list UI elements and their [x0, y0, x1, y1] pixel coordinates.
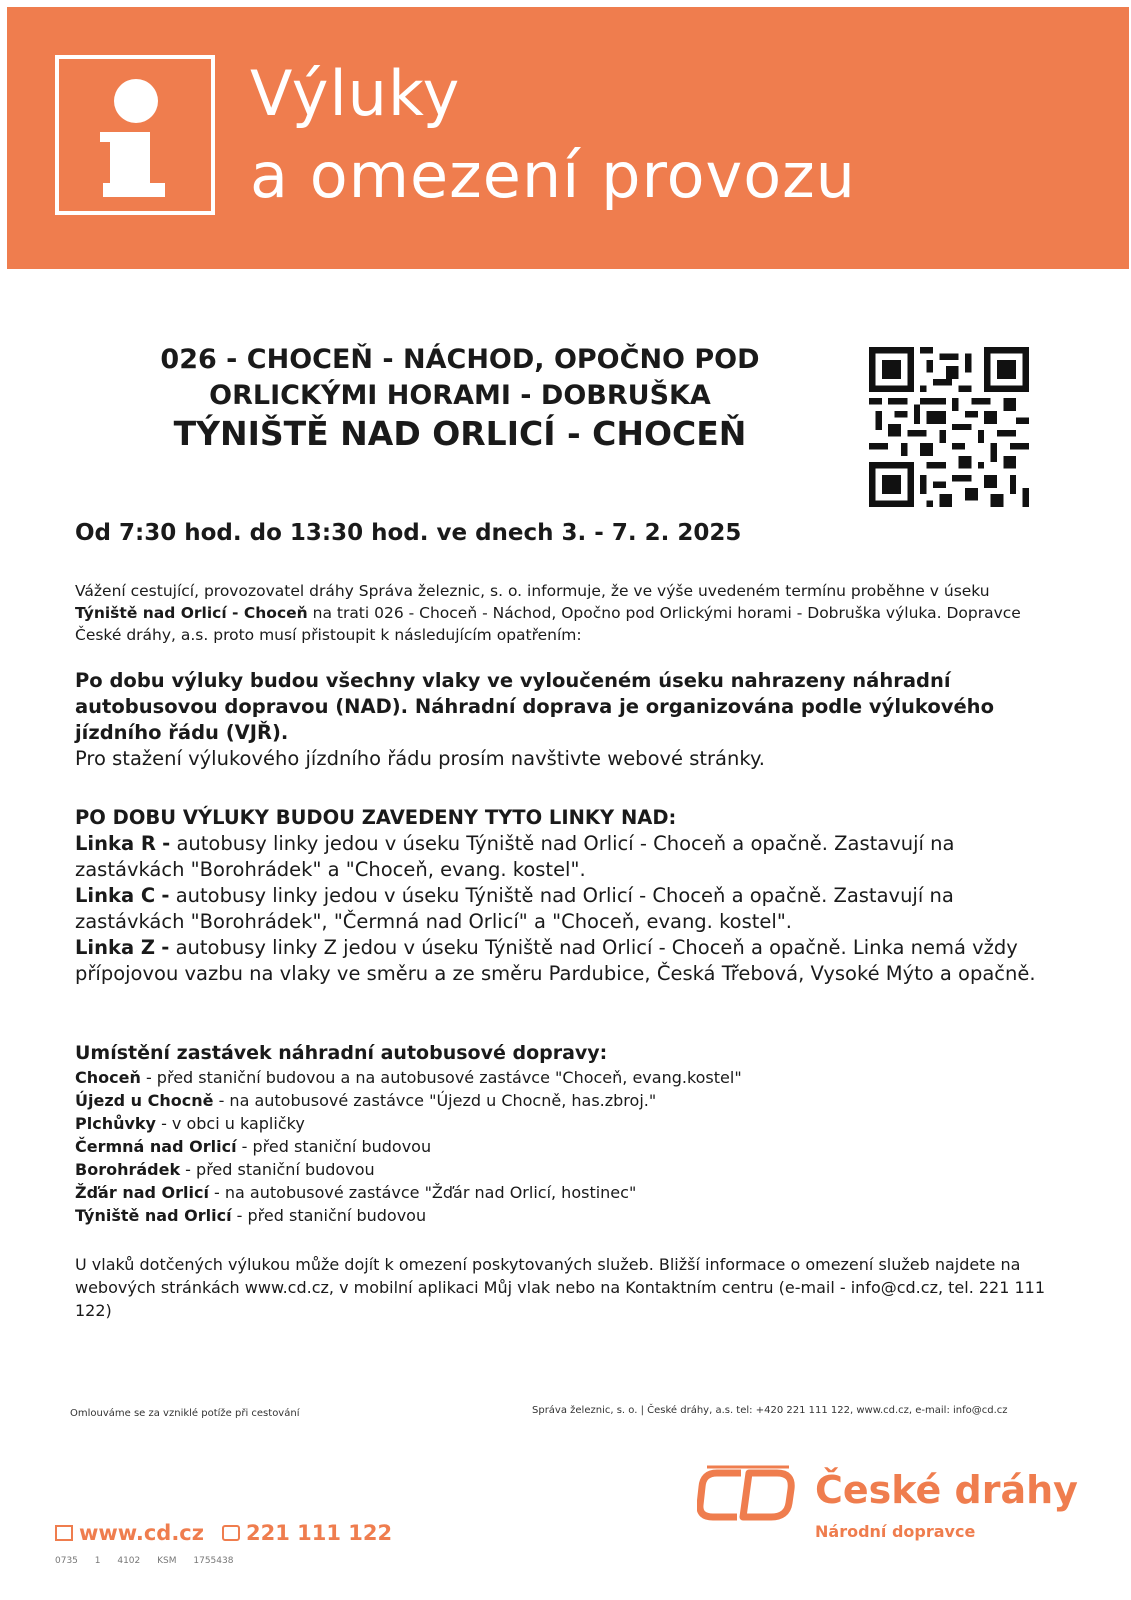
bus-stop-desc: - na autobusové zastávce "Újezd u Chocně, has.zbroj." [213, 1091, 657, 1110]
bus-line-item: Linka C - autobusy linky jedou v úseku Týniště nad Orlicí - Choceň a opačně. Zastavují na zastávkách "Borohrádek", "Čermná nad Orlicí" a "Choceň, evang. kostel". [75, 884, 954, 933]
apology-note: Omlouváme se za vzniklé potíže při cestování [70, 1408, 300, 1419]
bus-stop-item [75, 1204, 1055, 1227]
bus-stop-item [75, 1135, 1055, 1158]
bus-stop-name: Čermná nad Orlicí [75, 1137, 237, 1156]
replacement-notice-bold: Po dobu výluky budou všechny vlaky ve vyloučeném úseku nahrazeny náhradní autobusovou dopravou (NAD). Náhradní doprava je organizována podle výlukového jízdního řádu (VJŘ). [75, 669, 994, 744]
document-code-1: 0735 1 4102 [55, 1556, 141, 1566]
intro-text-2: na trati 026 - Choceň - Náchod, Opočno pod Orlickými horami - Dobruška výluka. Dopravce České dráhy, a.s. proto musí přistoupit k následujícím opatřením: [75, 604, 1021, 644]
validity-period: Od 7:30 hod. do 13:30 hod. ve dnech 3. - 7. 2. 2025 [75, 520, 742, 546]
bus-line-text: autobusy linky jedou v úseku Týniště nad Orlicí - Choceň a opačně. Zastavují na zastávkách "Borohrádek" a "Choceň, evang. kostel". [75, 832, 955, 881]
bus-stop-desc: - na autobusové zastávce "Žďár nad Orlicí, hostinec" [208, 1183, 637, 1202]
phone-icon [222, 1525, 240, 1541]
bus-line-item: Linka R - autobusy linky jedou v úseku Týniště nad Orlicí - Choceň a opačně. Zastavují na zastávkách "Borohrádek" a "Choceň, evang. kostel". [75, 832, 955, 881]
banner-title-line1: Výluky [250, 57, 461, 130]
bus-stop-item [75, 1066, 1055, 1089]
bus-stop-item [75, 1089, 1055, 1112]
bus-stop-item [75, 1112, 1055, 1135]
bus-line-text: autobusy linky jedou v úseku Týniště nad Orlicí - Choceň a opačně. Zastavují na zastávkách "Borohrádek", "Čermná nad Orlicí" a "Choceň, evang. kostel". [75, 884, 954, 933]
bus-stop-name: Týniště nad Orlicí [75, 1206, 232, 1225]
footer-contacts: Správa železnic, s. o. | České dráhy, a.s. tel: +420 221 111 122, www.cd.cz, e-mail: info@cd.cz [532, 1405, 1008, 1416]
bus-stop-item [75, 1181, 1055, 1204]
cd-logo-icon [697, 1465, 797, 1525]
replacement-notice-normal: Pro stažení výlukového jízdního řádu prosím navštivte webové stránky. [75, 747, 765, 770]
banner-title [250, 53, 856, 217]
bus-line-item: Linka Z - autobusy linky Z jedou v úseku Týniště nad Orlicí - Choceň a opačně. Linka nemá vždy přípojovou vazbu na vlaky ve směru a ze směru Pardubice, Česká Třebová, Vysoké Mýto a opačně. [75, 936, 1036, 985]
qr-code-icon[interactable] [869, 347, 1029, 507]
banner-title-line2: a omezení provozu [250, 139, 856, 212]
route-title-line1: 026 - CHOCEŇ - NÁCHOD, OPOČNO POD [160, 344, 760, 375]
brand-subtitle: Národní dopravce [815, 1522, 976, 1541]
route-title-line2: ORLICKÝMI HORAMI - DOBRUŠKA [209, 380, 711, 411]
bus-stops-header: Umístění zastávek náhradní autobusové dopravy: [75, 1042, 608, 1064]
intro-section: Týniště nad Orlicí - Choceň [75, 604, 308, 622]
bus-stop-desc: - před staniční budovou [236, 1137, 432, 1156]
document-code-2: KSM 1755438 [157, 1556, 234, 1566]
intro-text-1: Vážení cestující, provozovatel dráhy Správa železnic, s. o. informuje, že ve výše uvedeném termínu proběhne v úseku [75, 582, 990, 600]
bus-lines-header: PO DOBU VÝLUKY BUDOU ZAVEDENY TYTO LINKY NAD: [75, 806, 677, 829]
bus-line-text: autobusy linky Z jedou v úseku Týniště nad Orlicí - Choceň a opačně. Linka nemá vždy přípojovou vazbu na vlaky ve směru a ze směru Pardubice, Česká Třebová, Vysoké Mýto a opačně. [75, 936, 1036, 985]
bus-stops [75, 1040, 1055, 1227]
document-codes [55, 1556, 233, 1566]
contact-bar [55, 1521, 392, 1545]
info-icon [55, 55, 215, 215]
bus-stop-name: Borohrádek [75, 1160, 181, 1179]
bus-stop-desc: - před staniční budovou [231, 1206, 427, 1225]
bus-line-label: Linka C [75, 884, 156, 907]
bus-line-label: Linka Z [75, 936, 156, 959]
bus-stop-desc: - před staniční budovou a na autobusové zastávce "Choceň, evang.kostel" [140, 1068, 742, 1087]
bus-lines [75, 805, 1055, 987]
replacement-notice [75, 668, 1065, 772]
phone-number[interactable]: 221 111 122 [245, 1521, 393, 1545]
route-title [80, 342, 840, 414]
bus-stop-name: Újezd u Chocně [75, 1091, 214, 1110]
bus-stop-desc: - v obci u kapličky [155, 1114, 305, 1133]
bus-line-label: Linka R [75, 832, 156, 855]
bus-stop-item [75, 1158, 1055, 1181]
web-link[interactable]: www.cd.cz [79, 1521, 204, 1545]
intro-paragraph [75, 580, 1055, 646]
section-title: TÝNIŠTĚ NAD ORLICÍ - CHOCEŇ [173, 414, 747, 453]
bus-stop-name: Žďár nad Orlicí [75, 1183, 209, 1202]
web-icon [55, 1525, 73, 1541]
service-info: U vlaků dotčených výlukou může dojít k omezení poskytovaných služeb. Bližší informace o omezení služeb najdete na webových stránkách www.cd.cz, v mobilní aplikaci Můj vlak nebo na Kontaktním centru (e-mail - info@cd.cz, tel. 221 111 122) [75, 1255, 1046, 1320]
brand-name: České dráhy [815, 1468, 1078, 1512]
bus-stop-name: Plchůvky [75, 1114, 156, 1133]
header-banner [7, 7, 1129, 269]
bus-stop-desc: - před staniční budovou [180, 1160, 375, 1179]
bus-stop-name: Choceň [75, 1068, 141, 1087]
